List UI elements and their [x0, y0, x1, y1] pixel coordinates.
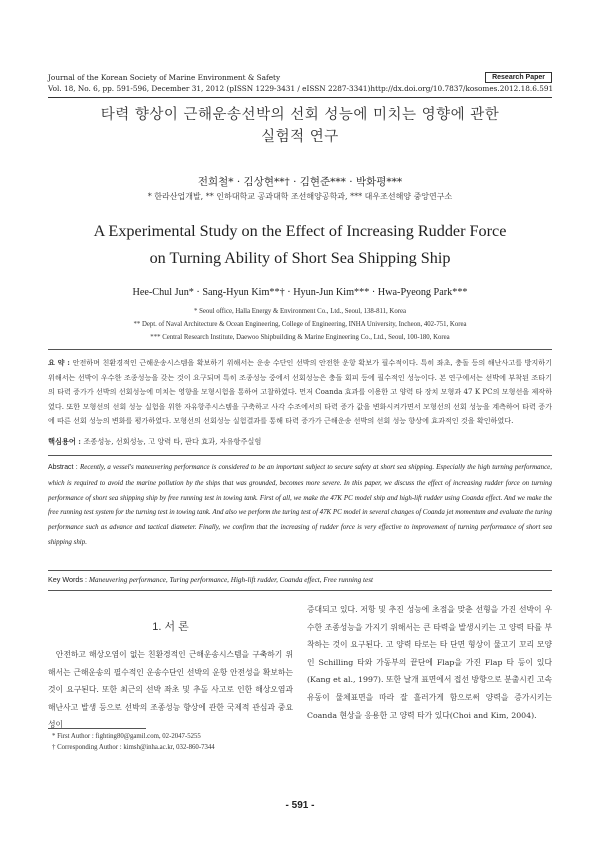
abstract-divider-rule: [48, 455, 552, 456]
intro-left-column: 안전하고 해상오염이 없는 친환경적인 근해운송시스템을 구축하기 위해서는 근해운송의 필수적인 운송수단인 선박의 운항 안전성을 확보하는 것이 요구된다. 또한 최근의 선박 좌초 및 추돌 사고로 인한 해상오염과 해난사고 발생 등으로 선박의 조종성능 향상에 관한 국제적 관심과 중요성이: [48, 650, 293, 730]
korean-title-line1: 타력 향상이 근해운송선박의 선회 성능에 미치는 영향에 관한: [100, 107, 500, 123]
english-title: [40, 218, 560, 272]
korean-affiliations: * 한라산업개발, ** 인하대학교 공과대학 조선해양공학과, *** 대우조선해양 중앙연구소: [147, 192, 453, 201]
korean-keywords-label: 핵심용어 :: [48, 437, 84, 446]
intro-right-column: 증대되고 있다. 저항 및 추진 성능에 초점을 맞춘 선형을 가진 선박이 우수한 조종성능을 가지기 위해서는 큰 타력을 발생시키는 고 양력 타를 부착하는 것이 요구된다. 고 양력 타로는 타 단면 형상이 물고기 꼬리 모양인 Schilling 타와 가동부의 끝단에 Flap을 가진 Flap 타 등이 있다(Kang et al., 1997). 또한 날개 표면에서 접선 방향으로 분출시킨 고속 유동이 물체표면을 따라 잘 흘러가게 함으로써 양력을 증가시키는 Coanda 현상을 응용한 고 양력 타가 있다(Choi and Kim, 2004).: [307, 605, 552, 720]
affiliation-2: ** Dept. of Naval Architecture & Ocean Engineering, College of Engineering, INHA University, Incheon, 402-751, Korea: [133, 321, 467, 328]
footnote-corresponding-author: † Corresponding Author : kimsh@inha.ac.kr, 032-860-7344: [52, 744, 215, 751]
abstract-top-rule: [48, 349, 552, 350]
affiliation-1: * Seoul office, Halla Energy & Environment Co., Ltd., Seoul, 138-811, Korea: [193, 308, 407, 315]
journal-volume: Vol. 18, No. 6, pp. 591-596, December 31, 2012 (pISSN 1229-3431 / eISSN 2287-3341): [48, 84, 371, 93]
korean-title-line2: 실험적 연구: [261, 129, 339, 145]
english-authors: Hee-Chul Jun* · Sang-Hyun Kim**† · Hyun-Jun Kim*** · Hwa-Pyeong Park***: [132, 287, 468, 298]
english-abstract-label: Abstract :: [48, 464, 81, 471]
english-keywords-label: Key Words :: [48, 575, 90, 584]
journal-header: [48, 72, 552, 94]
english-title-line1: A Experimental Study on the Effect of Increasing Rudder Force: [93, 222, 507, 240]
korean-abstract: [48, 356, 552, 429]
keywords-bottom-rule: [48, 590, 552, 591]
english-title-line2: on Turning Ability of Short Sea Shipping Ship: [149, 249, 451, 267]
korean-title: [40, 104, 560, 148]
korean-abstract-label: 요 약 :: [48, 358, 73, 367]
footnotes: [52, 731, 292, 753]
footnote-first-author: * First Author : fighting80@gamil.com, 02-2047-5255: [52, 733, 201, 740]
english-keywords: [48, 575, 552, 584]
english-affiliations: [40, 305, 560, 344]
english-abstract-text: Recently, a vessel's maneuvering performance is considered to be an important subject to secure safety at short sea shipping. Especially the high turning performance, which is required to avoid the marine pollution by the ships that was grounded, becomes more severe. In this paper, we discuss the effect of increasing rudder force on turning performance of short sea shipping ship by free running test in towing tank. First of all, we make the 47K PC model ship and high-lift rudder using Coanda effect. And we make the free running test system for the turning test in towing tank. And also we perform the turing test of 47K PC model in several changes of Coanda jet momentum and evaluate the turing performance such as advance and tactical diameter. Finally, we confirm that the increasing of rudder force is very effective to improvement of turning performance of short sea shipping ship.: [48, 463, 552, 546]
english-keywords-text: Maneuvering performance, Turing performance, High-lift rudder, Coanda effect, Free running test: [89, 576, 374, 584]
header-rule: [48, 97, 552, 98]
korean-keywords-text: 조종성능, 선회성능, 고 양력 타, 판다 효과, 자유항주실험: [83, 437, 262, 446]
keywords-top-rule: [48, 570, 552, 571]
affiliation-3: *** Central Research Institute, Daewoo Shipbuilding & Marine Engineering Co., Ltd., Seoul, 100-180, Korea: [150, 334, 450, 341]
footnote-rule: [48, 728, 146, 729]
english-abstract: [48, 460, 552, 550]
article-type-badge: Research Paper: [485, 72, 552, 83]
page-number: - 591 -: [285, 800, 315, 811]
journal-volume-line: [48, 83, 552, 94]
korean-keywords: [48, 437, 552, 447]
korean-authors: 전희철* · 김상현**† · 김현준*** · 박화평***: [197, 176, 403, 188]
section-heading-introduction: 1. 서 론: [152, 621, 189, 633]
journal-name: Journal of the Korean Society of Marine Environment & Safety: [48, 73, 281, 82]
doi-link[interactable]: http://dx.doi.org/10.7837/kosomes.2012.18.6.591: [370, 84, 554, 93]
korean-abstract-text: 안전하며 친환경적인 근해운송시스템을 확보하기 위해서는 운송 수단인 선박의 안전한 운항 확보가 필수적이다. 특히 좌초, 충돌 등의 해난사고를 방지하기 위해서는 선박이 우수한 조종성능을 갖는 것이 요구되며 특히 조종성능 중에서 선회성능은 충돌 회피 등에 필수적인 성능이다. 본 연구에서는 선박에 부착된 조타기의 타력 증가가 선박의 선회성능에 미치는 영향을 모형시험을 통하여 고찰하였다. 먼저 Coanda 효과를 이용한 고 양력 타 장치 모형과 47 K PC의 모형선을 제작하였다. 또한 모형선의 선회 성능 실험을 위한 자유항주시스템을 구축하고 사각 수조에서의 타력 증가 값을 변화시켜가면서 모형선의 선회 성능을 계측하여 타력 증가에 따른 선회 성능의 변화를 평가하였다. 모형선의 선회성능 실험결과를 통해 타력 증가가 근해운송 선박의 선회 성능 향상에 효과적인 것을 확인하였다.: [48, 358, 552, 426]
